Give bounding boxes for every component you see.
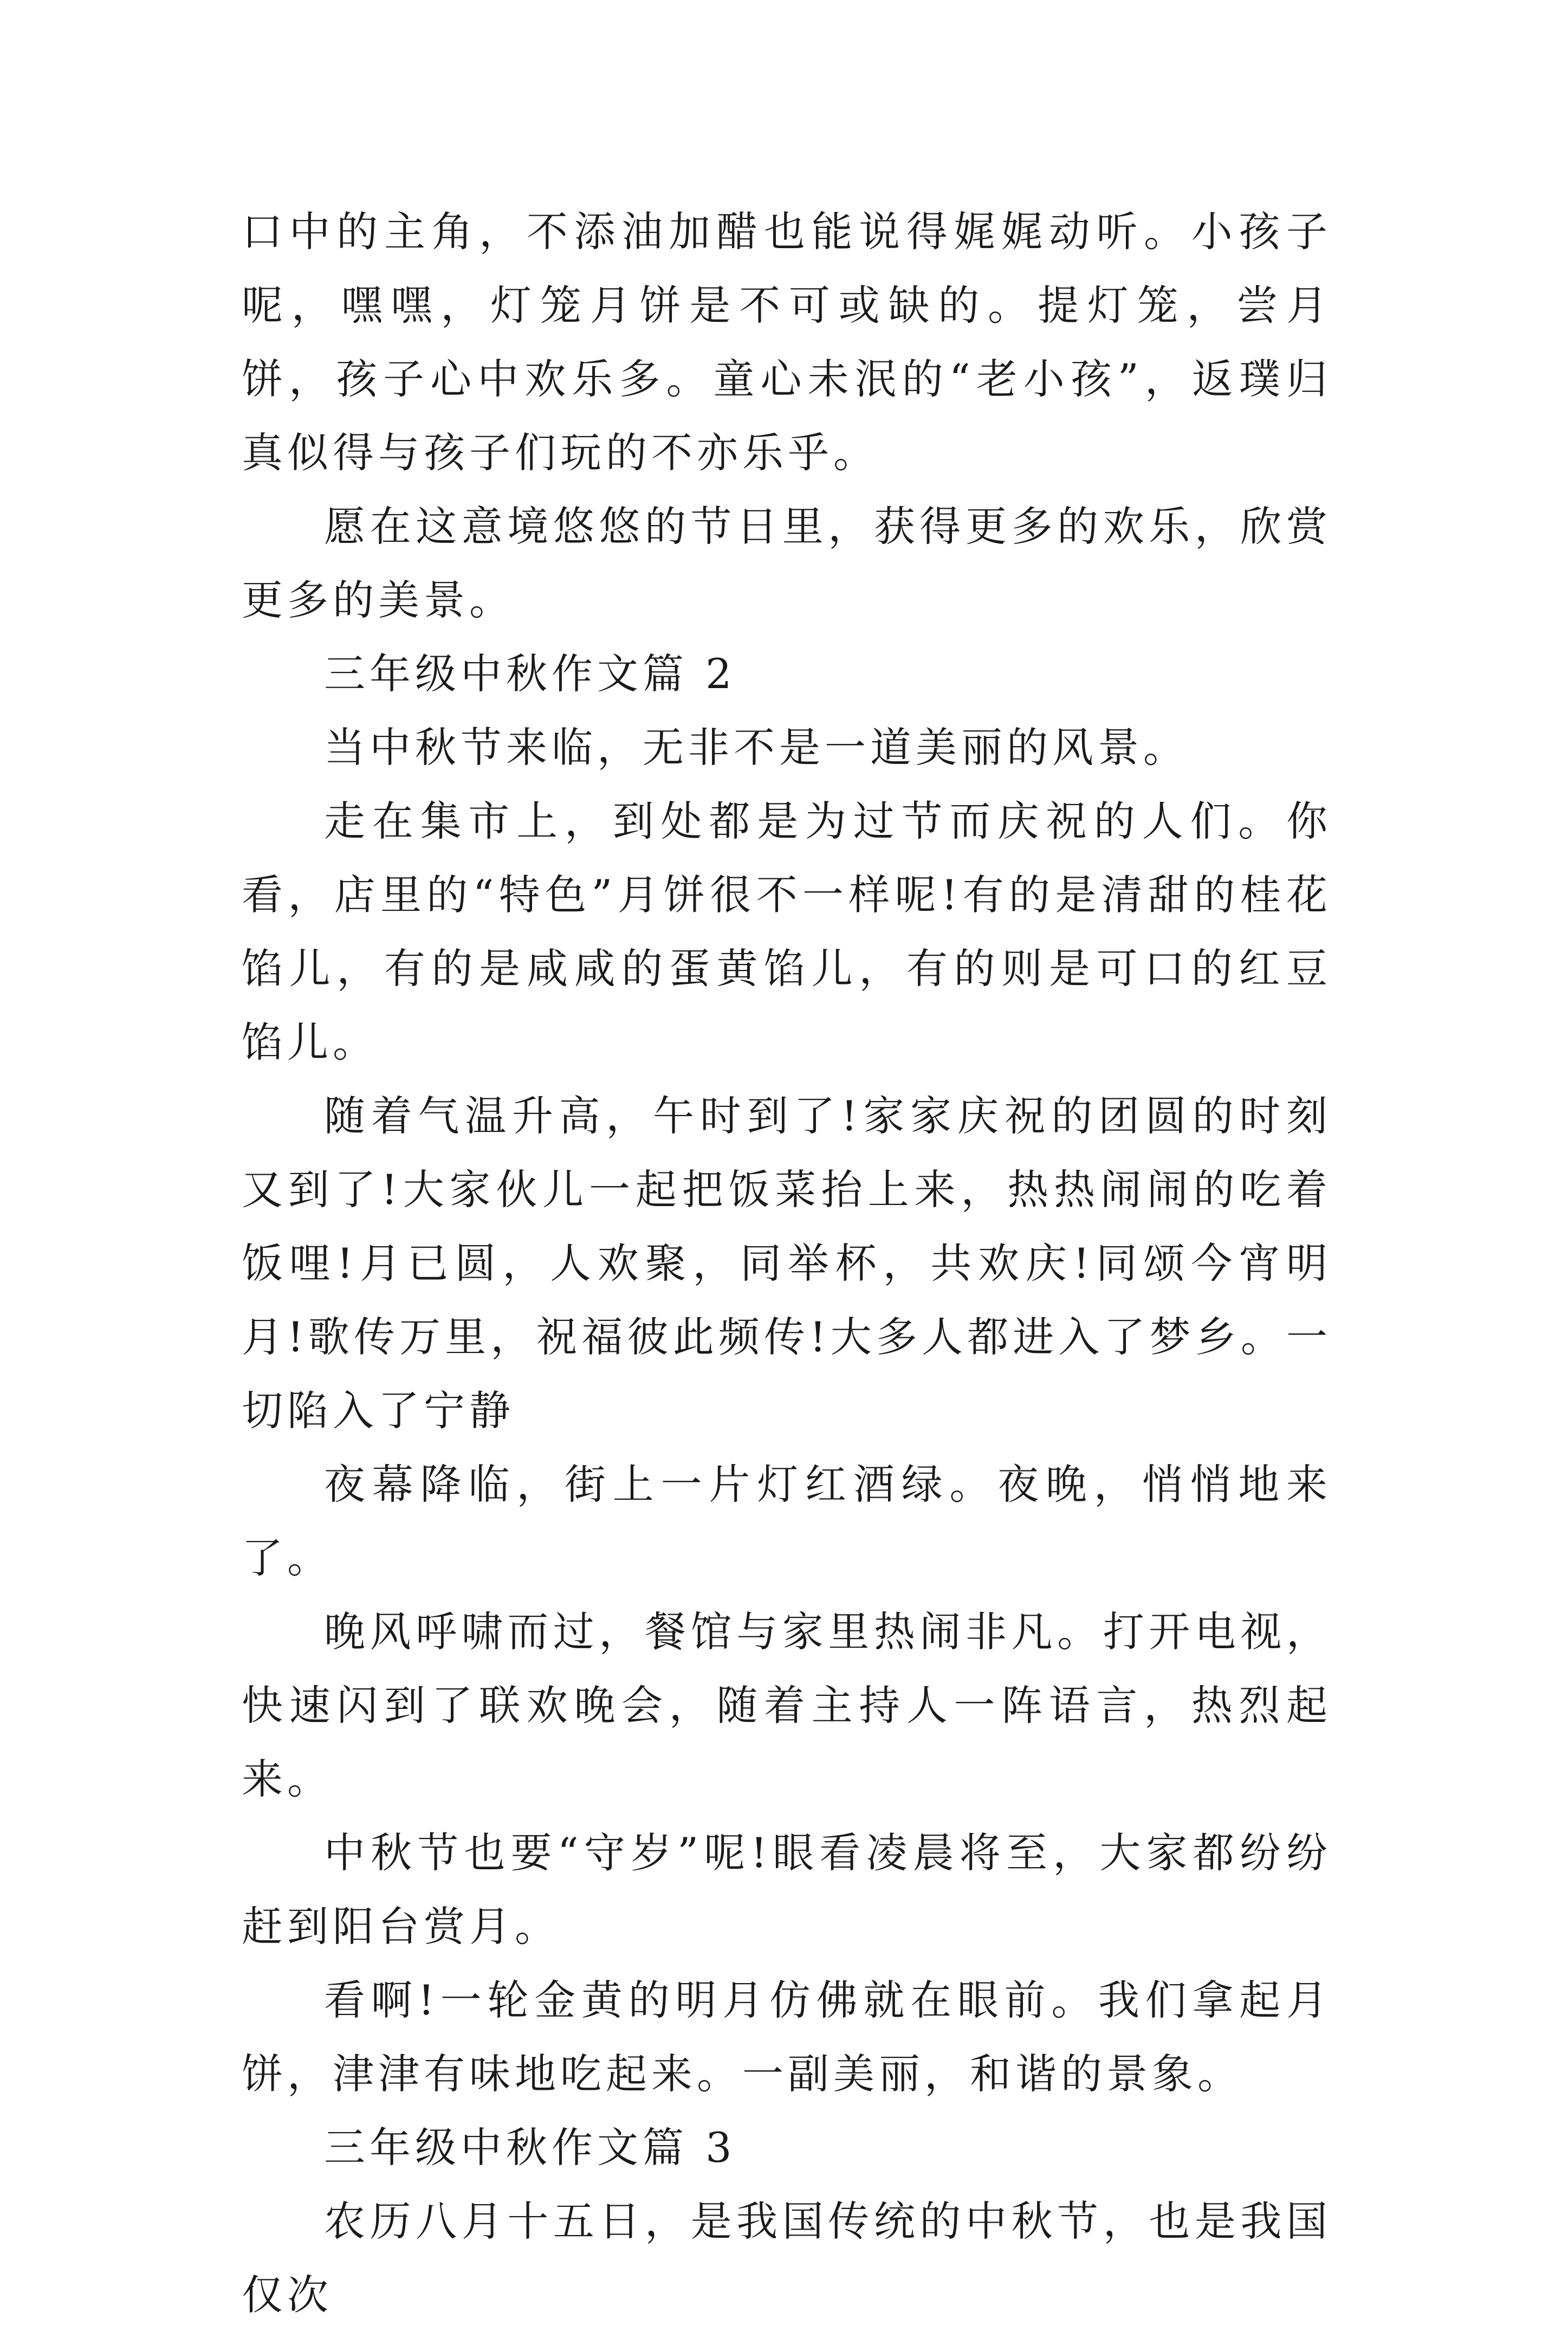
document-body [242,195,1332,2332]
section-heading: 三年级中秋作文篇 3 [324,2123,736,2172]
paragraph: 中秋节也要“守岁”呢!眼看凌晨将至，大家都纷纷赶到阳台赏月。 [242,1829,1332,1951]
paragraph: 随着气温升高，午时到了!家家庆祝的团圆的时刻又到了!大家伙儿一起把饭菜抬上来，热热闹闹的吃着饭哩!月已圆，人欢聚，同举杯，共欢庆!同颂今宵明月!歌传万里，祝福彼此频传!大多人都进入了梦乡。一切陷入了宁静 [242,1092,1332,1435]
paragraph: 愿在这意境悠悠的节日里，获得更多的欢乐，欣赏更多的美景。 [242,502,1332,624]
paragraph: 晚风呼啸而过，餐馆与家里热闹非凡。打开电视，快速闪到了联欢晚会，随着主持人一阵语言，热烈起来。 [242,1608,1332,1803]
paragraph: 看啊!一轮金黄的明月仿佛就在眼前。我们拿起月饼，津津有味地吃起来。一副美丽，和谐的景象。 [242,1976,1332,2098]
paragraph: 当中秋节来临，无非不是一道美丽的风景。 [324,723,1189,772]
paragraph: 农历八月十五日，是我国传统的中秋节，也是我国仅次 [242,2197,1332,2319]
paragraph: 夜幕降临，街上一片灯红酒绿。夜晚，悄悄地来了。 [242,1460,1332,1582]
paragraph-continuation: 口中的主角，不添油加醋也能说得娓娓动听。小孩子呢，嘿嘿，灯笼月饼是不可或缺的。提灯笼，尝月饼，孩子心中欢乐多。童心未泯的“老小孩”，返璞归真似得与孩子们玩的不亦乐乎。 [242,208,1332,477]
paragraph: 走在集市上，到处都是为过节而庆祝的人们。你看，店里的“特色”月饼很不一样呢!有的是清甜的桂花馅儿，有的是咸咸的蛋黄馅儿，有的则是可口的红豆馅儿。 [242,797,1332,1066]
section-heading: 三年级中秋作文篇 2 [324,650,736,698]
